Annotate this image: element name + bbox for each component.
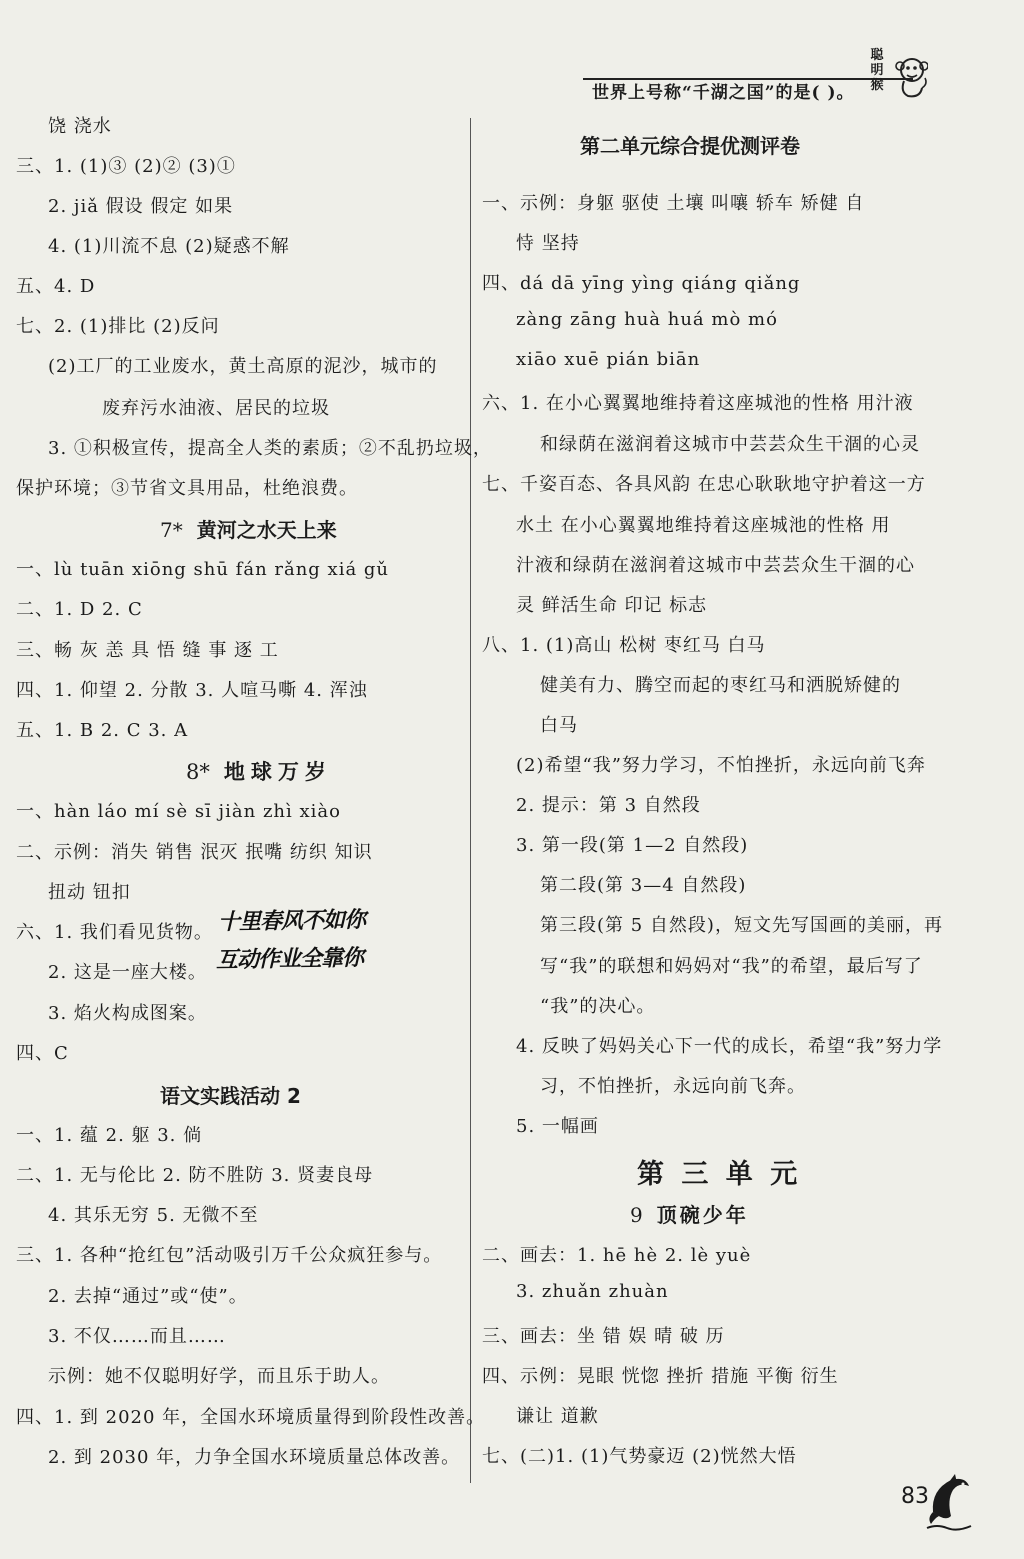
answer-line: 第二段(第 3—4 自然段) [540,875,747,896]
answer-line: 汁液和绿荫在滋润着这城市中芸芸众生干涸的心 [516,555,915,576]
answer-line: 恃 坚持 [516,233,580,254]
answer-line: 七、(二)1. (1)气势豪迈 (2)恍然大悟 [482,1446,797,1467]
answer-line: 2. jiǎ 假设 假定 如果 [48,196,234,217]
answer-line: 六、1. 我们看见货物。 [16,922,213,943]
answer-line: 一、hàn láo mí sè sī jiàn zhì xiào [16,801,341,822]
answer-line: 七、2. (1)排比 (2)反问 [16,316,220,337]
answer-line: 二、画去：1. hē hè 2. lè yuè [482,1245,752,1266]
lesson-heading-7 [160,514,337,543]
answer-line: 三、1. 各种“抢红包”活动吸引万千公众疯狂参与。 [16,1245,443,1266]
answer-line: 二、示例：消失 销售 泯灭 抿嘴 纺织 知识 [16,842,373,863]
answer-line: 八、1. (1)高山 松树 枣红马 白马 [482,635,766,656]
logo-text: 聪明猴 [870,48,884,93]
answer-line: 四、1. 到 2020 年，全国水环境质量得到阶段性改善。 [16,1407,486,1428]
answer-line: 灵 鲜活生命 印记 标志 [516,595,708,616]
answer-line: 五、4. D [16,276,96,297]
answer-line: 一、lù tuān xiōng shū fán rǎng xiá gǔ [16,559,390,580]
answer-line: (2)希望“我”努力学习，不怕挫折，永远向前飞奔 [516,755,926,776]
header-question: 世界上号称“千湖之国”的是( )。 [592,83,855,103]
answer-line: 4. 其乐无穷 5. 无微不至 [48,1205,259,1226]
unit-3-heading: 第 三 单 元 [637,1159,802,1190]
answer-line: 三、畅 灰 恙 具 悟 缝 事 逐 工 [16,640,279,661]
handwritten-note: 十里春风不如你 [217,907,366,936]
answer-line: 五、1. B 2. C 3. A [16,720,189,741]
dolphin-icon [925,1472,975,1534]
answer-line: 六、1. 在小心翼翼地维持着这座城池的性格 用汁液 [482,393,914,414]
answer-line: 四、dá dā yīng yìng qiáng qiǎng [482,273,801,294]
answer-line: 白马 [540,715,578,736]
answer-line: 健美有力、腾空而起的枣红马和洒脱矫健的 [540,675,901,696]
answer-line: 2. 去掉“通过”或“使”。 [48,1286,248,1307]
answer-line: 废弃污水油液、居民的垃圾 [102,398,330,419]
answer-line: 示例：她不仅聪明好学，而且乐于助人。 [48,1366,390,1387]
answer-line: xiāo xuē pián biān [516,349,701,370]
answer-line: 四、示例：晃眼 恍惚 挫折 措施 平衡 衍生 [482,1366,839,1387]
answer-line: 3. 不仅……而且…… [48,1326,226,1347]
handwritten-note: 互动作业全靠你 [215,945,364,974]
unit-2-test-heading: 第二单元综合提优测评卷 [580,134,800,158]
answer-line: 二、1. 无与伦比 2. 防不胜防 3. 贤妻良母 [16,1165,374,1186]
answer-line: 谦让 道歉 [516,1406,599,1427]
answer-line: 三、画去：坐 错 娱 晴 破 历 [482,1326,725,1347]
practice-heading: 语文实践活动 2 [160,1084,301,1108]
answer-line: 5. 一幅画 [516,1116,599,1137]
lesson-title: 地球万岁 [223,760,332,784]
page-number: 83 [901,1484,929,1509]
answer-line: 水土 在小心翼翼地维持着这座城池的性格 用 [516,515,891,536]
answer-line: 4. 反映了妈妈关心下一代的成长，希望“我”努力学 [516,1036,943,1057]
answer-line: 2. 提示：第 3 自然段 [516,795,701,816]
answer-line: 一、示例：身躯 驱使 土壤 叫嚷 轿车 矫健 自 [482,193,865,214]
answer-line: 第三段(第 5 自然段)，短文先写国画的美丽，再 [540,915,943,936]
answer-line: (2)工厂的工业废水，黄土高原的泥沙，城市的 [48,356,438,377]
answer-line: 和绿荫在滋润着这城市中芸芸众生干涸的心灵 [540,434,920,455]
answer-line: 3. ①积极宣传，提高全人类的素质；②不乱扔垃圾， [48,438,492,459]
answer-line: 七、千姿百态、各具风韵 在忠心耿耿地守护着这一方 [482,474,926,495]
answer-line: 四、1. 仰望 2. 分散 3. 人喧马嘶 4. 浑浊 [16,680,368,701]
answer-line: 扭动 钮扣 [48,882,131,903]
answer-line: 3. 焰火构成图案。 [48,1003,207,1024]
lesson-number: 7* [160,518,183,542]
answer-line: 一、1. 蕴 2. 躯 3. 倘 [16,1125,203,1146]
answer-line: 二、1. D 2. C [16,599,143,620]
answer-line: 四、C [16,1043,69,1064]
lesson-number: 8* [186,760,210,784]
answer-line: “我”的决心。 [540,996,656,1017]
answer-line: 2. 到 2030 年，力争全国水环境质量总体改善。 [48,1447,461,1468]
lesson-heading-9 [630,1199,749,1228]
lesson-title: 黄河之水天上来 [196,518,337,542]
lesson-number: 9 [630,1203,643,1227]
answer-line: 2. 这是一座大楼。 [48,962,207,983]
lesson-title: 顶碗少年 [656,1203,749,1227]
answer-line: 习，不怕挫折，永远向前飞奔。 [540,1076,806,1097]
column-divider [470,118,471,1483]
answer-line: 保护环境；③节省文具用品，杜绝浪费。 [16,478,358,499]
lesson-heading-8 [186,756,332,786]
answer-line: 写“我”的联想和妈妈对“我”的希望，最后写了 [540,956,923,977]
answer-line: 3. zhuǎn zhuàn [516,1281,669,1302]
answer-line: zàng zāng huà huá mò mó [516,309,778,330]
answer-line: 4. (1)川流不息 (2)疑惑不解 [48,236,290,257]
answer-line: 饶 浇水 [48,116,112,137]
answer-line: 三、1. (1)③ (2)② (3)① [16,156,236,177]
answer-line: 3. 第一段(第 1—2 自然段) [516,835,749,856]
